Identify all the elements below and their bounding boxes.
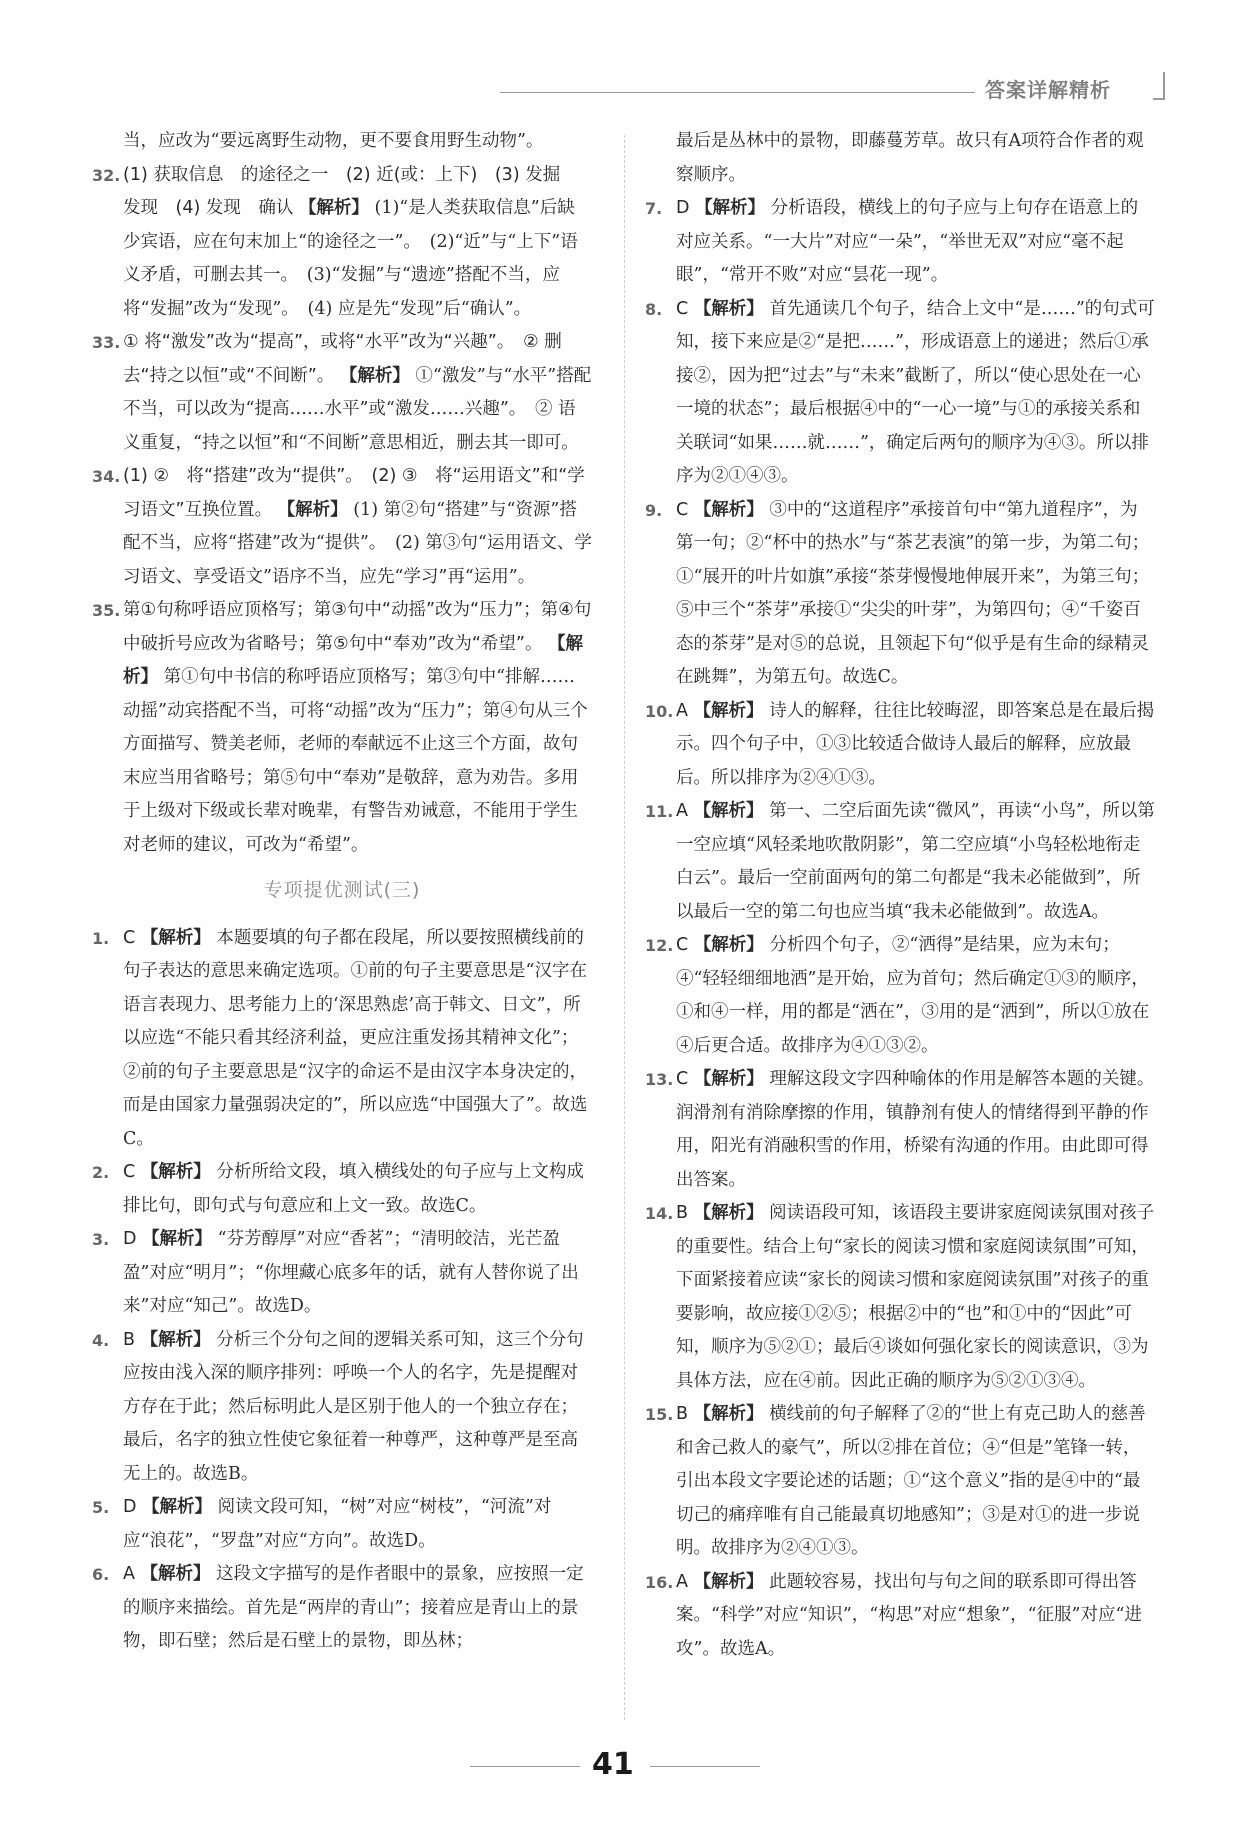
- analysis-tag: 【解析】: [693, 700, 764, 721]
- item-number: 9.: [645, 500, 663, 520]
- item-number: 3.: [92, 1230, 110, 1249]
- header-title: 答案详解精析: [985, 78, 1111, 102]
- analysis-text: 阅读语段可知，该语段主要讲家庭阅读氛围对孩子的重要性。结合上句“家长的阅读习惯和家庭阅读氛围”可知，下面紧接着应读“家长的阅读习惯和家庭阅读氛围”对孩子的重要影响，故应接①②⑤；根据②中的“也”和①中的“因此”可知，顺序为⑤②①；最后④谈如何强化家长的阅读意识，③为具体方法，应在④前。因此正确的顺序为⑤②①③④。: [676, 1203, 1155, 1391]
- answer-item: [92, 1223, 592, 1324]
- analysis-text: 理解这段文字四种喻体的作用是解答本题的关键。润滑剂有消除摩擦的作用，镇静剂有使人的情绪得到平静的作用，阳光有消融积雪的作用，桥梁有沟通的作用。由此即可得出答案。: [676, 1069, 1155, 1190]
- analysis-tag: 【解析】: [695, 198, 766, 218]
- item-answer: D: [123, 1229, 137, 1249]
- analysis-tag: 【解析】: [693, 801, 764, 821]
- answer-item: [645, 494, 1155, 695]
- analysis-text: 分析所给文段，填入横线处的句子应与上文构成排比句，即句式与句意应和上文一致。故选C。: [123, 1162, 584, 1216]
- item-answer: A: [123, 1564, 135, 1584]
- header-bracket: [1153, 72, 1165, 100]
- item-number: 6.: [92, 1565, 110, 1584]
- footer-rule-left: [470, 1766, 580, 1767]
- analysis-tag: 【解析】: [142, 1229, 213, 1249]
- answer-item: [92, 1156, 592, 1223]
- analysis-text: 阅读文段可知，“树”对应“树枝”，“河流”对应“浪花”，“罗盘”对应“方向”。故选D。: [123, 1497, 552, 1551]
- answer-item: [645, 1398, 1155, 1566]
- analysis-text: 分析语段，横线上的句子应与上句存在语意上的对应关系。“一大片”对应“一朵”，“举世无双”对应“毫不起眼”，“常开不败”对应“昙花一现”。: [676, 198, 1139, 285]
- continued-text: 最后是丛林中的景物，即藤蔓芳草。故只有A项符合作者的观察顺序。: [676, 131, 1144, 185]
- analysis-text: 分析三个分句之间的逻辑关系可知，这三个分句应按由浅入深的顺序排列：呼唤一个人的名字，先是提醒对方存在于此；然后标明此人是区别于他人的一个独立存在；最后，名字的独立性使它象征着一种尊严，这种尊严是至高无上的。故选B。: [123, 1329, 584, 1484]
- item-answer: C: [676, 1069, 689, 1089]
- answer-item: [92, 1324, 592, 1492]
- analysis-tag: 【解析】: [277, 499, 348, 520]
- item-number: 11.: [645, 802, 674, 821]
- answer-item: [92, 460, 592, 594]
- left-column: [92, 125, 592, 1659]
- analysis-text: 第一、二空后面先读“微风”，再读“小鸟”，所以第一空应填“风轻柔地吹散阴影”，第二空应填“小鸟轻松地衔走白云”。最后一空前面两句的第二句都是“我未必能做到”，所以最后一空的第二句也应当填“我未必能做到”。故选A。: [676, 801, 1155, 922]
- item-answer: (1) 获取信息 的途径之一 (2) 近(或：上下) (3) 发掘 发现 (4) 发现 确认: [123, 164, 578, 218]
- analysis-text: 诗人的解释，往往比较晦涩，即答案总是在最后揭示。四个句子中，①③比较适合做诗人最后的解释，应放最后。所以排序为②④①③。: [676, 700, 1155, 788]
- footer-rule-right: [650, 1766, 760, 1767]
- item-answer: B: [123, 1329, 136, 1350]
- item-number: 32.: [92, 165, 121, 185]
- answer-item: [92, 159, 592, 327]
- item-answer: A: [676, 801, 688, 821]
- item-answer: A: [676, 700, 688, 721]
- item-answer: C: [123, 927, 136, 948]
- analysis-text: 这段文字描写的是作者眼中的景象，应按照一定的顺序来描绘。首先是“两岸的青山”；接着应是青山上的景物，即石壁；然后是石壁上的景物，即丛林；: [123, 1564, 584, 1651]
- answer-item: [645, 695, 1155, 796]
- analysis-text: 横线前的句子解释了②的“世上有克己助人的慈善和舍己救人的豪气”，所以②排在首位；④“但是”笔锋一转，引出本段文字要论述的话题；①“这个意义”指的是④中的“最切己的痛痒唯有自己能最真切地感知”；③是对①的进一步说明。故排序为②④①③。: [676, 1404, 1146, 1558]
- page-number: 41: [592, 1747, 634, 1782]
- item-answer: (1) ② 将“搭建”改为“提供”。 (2) ③ 将“运用语文”和“学习语文”互换位置。: [123, 466, 585, 520]
- analysis-tag: 【解析】: [140, 1162, 211, 1182]
- item-answer: B: [676, 1203, 689, 1223]
- answer-item: [92, 326, 592, 460]
- item-number: 4.: [92, 1330, 110, 1350]
- answer-item: [645, 192, 1155, 293]
- answer-item: [645, 795, 1155, 929]
- item-number: 1.: [92, 928, 110, 948]
- item-answer: C: [123, 1162, 136, 1182]
- analysis-tag: 【解析】: [693, 1571, 764, 1592]
- answer-item: [92, 1558, 592, 1659]
- analysis-text: (1) 第②句“搭建”与“资源”搭配不当，应将“搭建”改为“提供”。 (2) 第③句“运用语文、学习语文、享受语文”语序不当，应先“学习”再“运用”。: [123, 499, 592, 587]
- item-answer: 第①句称呼语应顶格写；第③句中“动摇”改为“压力”；第④句中破折号应改为省略号；第⑤句中“奉劝”改为“希望”。: [123, 600, 592, 654]
- answer-item: [645, 1063, 1155, 1197]
- analysis-tag: 【解析】: [693, 935, 764, 955]
- analysis-text: “芬芳醇厚”对应“香茗”；“清明皎洁，光芒盈盈”对应“明月”；“你埋藏心底多年的话，就有人替你说了出来”对应“知己”。故选D。: [123, 1229, 579, 1316]
- answer-item: [645, 293, 1155, 494]
- item-number: 2.: [92, 1163, 110, 1182]
- analysis-text: (1)“是人类获取信息”后缺少宾语，应在句末加上“的途径之一”。 (2)“近”与“上下”语义矛盾，可删去其一。 (3)“发掘”与“遗迹”搭配不当，应将“发掘”改为“发现”。 (4) 应是先“发现”后“确认”。: [123, 198, 578, 319]
- item-answer: C: [676, 935, 689, 955]
- answer-item: [92, 594, 592, 862]
- item-answer: B: [676, 1404, 689, 1424]
- item-answer: C: [676, 499, 689, 520]
- item-number: 33.: [92, 333, 121, 352]
- column-divider: [624, 135, 625, 1720]
- analysis-text: 此题较容易，找出句与句之间的联系即可得出答案。“科学”对应“知识”，“构思”对应“想象”，“征服”对应“进攻”。故选A。: [676, 1571, 1142, 1659]
- item-answer: A: [676, 1571, 688, 1592]
- item-answer: D: [676, 198, 690, 218]
- analysis-text: 第①句中书信的称呼语应顶格写；第③句中“排解……动摇”动宾搭配不当，可将“动摇”改为“压力”；第④句从三个方面描写、赞美老师，老师的奉献远不止这三个方面，故句末应当用省略号；第⑤句中“奉劝”是敬辞，意为劝告。多用于上级对下级或长辈对晚辈，有警告劝诫意，不能用于学生对老师的建议，可改为“希望”。: [123, 667, 588, 855]
- item-number: 7.: [645, 199, 663, 218]
- analysis-tag: 【解析】: [123, 633, 584, 687]
- item-number: 14.: [645, 1204, 674, 1223]
- answer-item: [645, 1197, 1155, 1398]
- analysis-tag: 【解析】: [693, 298, 764, 319]
- item-number: 5.: [92, 1498, 110, 1517]
- item-number: 16.: [645, 1572, 674, 1592]
- item-answer: D: [123, 1497, 137, 1517]
- analysis-tag: 【解析】: [140, 1564, 211, 1584]
- analysis-tag: 【解析】: [693, 1069, 764, 1089]
- analysis-tag: 【解析】: [693, 1203, 764, 1223]
- continued-text: 当，应改为“要远离野生动物，更不要食用野生动物”。: [123, 131, 544, 151]
- analysis-tag: 【解析】: [298, 198, 369, 218]
- item-number: 8.: [645, 299, 663, 319]
- analysis-tag: 【解析】: [339, 365, 410, 386]
- right-column: [645, 125, 1155, 1666]
- answer-item: [645, 1566, 1155, 1667]
- answer-item: [92, 922, 592, 1157]
- analysis-tag: 【解析】: [140, 1329, 211, 1350]
- analysis-text: 分析四个句子，②“洒得”是结果，应为末句；④“轻轻细细地洒”是开始，应为首句；然后确定①③的顺序，①和④一样，用的都是“洒在”，③用的是“洒到”，所以①放在④后更合适。故排序为④①③②。: [676, 935, 1150, 1056]
- item-number: 34.: [92, 467, 121, 486]
- item-number: 12.: [645, 936, 674, 955]
- item-answer: C: [676, 298, 689, 319]
- analysis-text: 本题要填的句子都在段尾，所以要按照横线前的句子表达的意思来确定选项。①前的句子主要意思是“汉字在语言表现力、思考能力上的‘深思熟虑’高于韩文、日文”，所以应选“不能只看其经济利益，更应注重发扬其精神文化”；②前的句子主要意思是“汉字的命运不是由汉字本身决定的，而是由国家力量强弱决定的”，所以应选“中国强大了”。故选C。: [123, 927, 588, 1149]
- header-rule: [500, 92, 975, 93]
- answer-item: [645, 929, 1155, 1063]
- analysis-tag: 【解析】: [140, 927, 211, 948]
- analysis-tag: 【解析】: [693, 499, 764, 520]
- analysis-tag: 【解析】: [142, 1497, 213, 1517]
- item-number: 10.: [645, 701, 674, 721]
- item-answer: ① 将“激发”改为“提高”，或将“水平”改为“兴趣”。 ② 删去“持之以恒”或“不间断”。: [123, 332, 562, 386]
- answer-item: [92, 1491, 592, 1558]
- item-number: 13.: [645, 1070, 674, 1089]
- analysis-text: 首先通读几个句子，结合上文中“是……”的句式可知，接下来应是②“是把……”，形成语意上的递进；然后①承接②，因为把“过去”与“未来”截断了，所以“使心思处在一心一境的状态”；最后根据④中的“一心一境”与①的承接关系和关联词“如果……就……”，确定后两句的顺序为④③。所以排序为②①④③。: [676, 298, 1155, 486]
- section-title: 专项提优测试(三): [263, 879, 421, 901]
- analysis-text: ③中的“这道程序”承接首句中“第九道程序”，为第一句；②“杯中的热水”与“茶艺表演”的第一步，为第二句；①“展开的叶片如旗”承接“茶芽慢慢地伸展开来”，为第三句；⑤中三个“茶芽”承接①“尖尖的叶芽”，为第四句；④“千姿百态的茶芽”是对⑤的总说，且领起下句“似乎是有生命的绿精灵在跳舞”，为第五句。故选C。: [676, 499, 1150, 687]
- analysis-tag: 【解析】: [693, 1404, 764, 1424]
- item-number: 15.: [645, 1405, 674, 1424]
- item-number: 35.: [92, 601, 121, 620]
- analysis-text: ①“激发”与“水平”搭配不当，可以改为“提高……水平”或“激发……兴趣”。 ② 语义重复，“持之以恒”和“不间断”意思相近，删去其一即可。: [123, 365, 592, 453]
